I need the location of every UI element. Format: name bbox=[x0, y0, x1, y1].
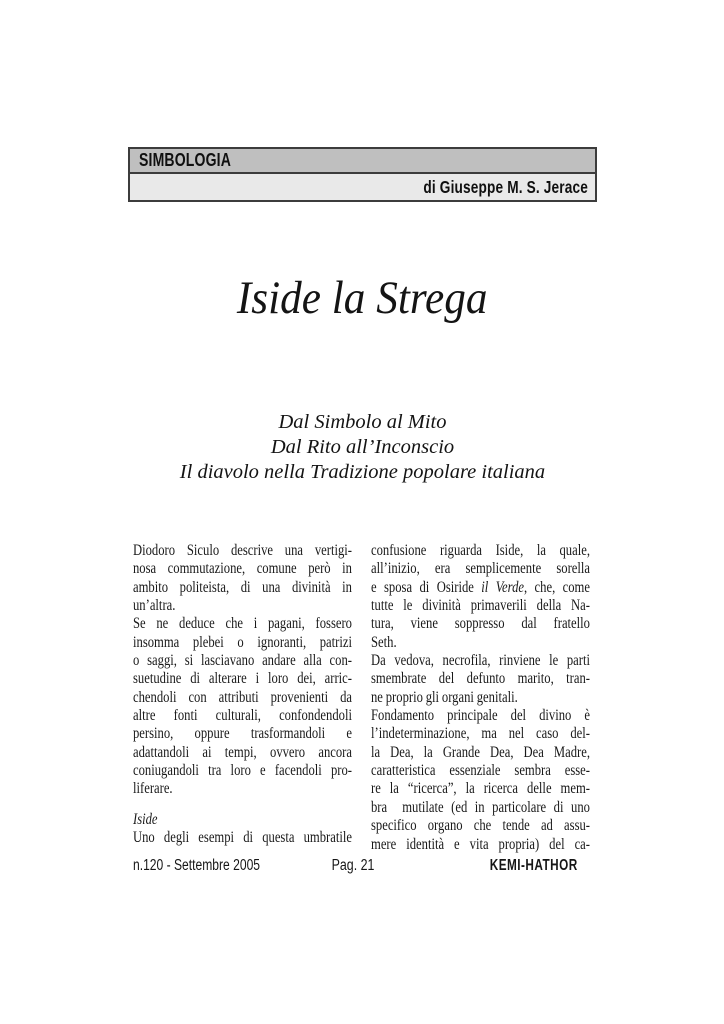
text-segment: e sposa di Osiride bbox=[371, 578, 482, 596]
text-line: Diodoro Siculo descrive una vertigi- bbox=[133, 542, 352, 559]
text-line: nosa commutazione, comune però in bbox=[133, 560, 352, 578]
footer-magazine-name: KEMI-HATHOR bbox=[490, 857, 578, 874]
text-line: tura, viene soppresso dal fratello bbox=[371, 615, 590, 633]
body-column-left bbox=[133, 542, 352, 848]
section-label: SIMBOLOGIA bbox=[139, 150, 232, 170]
page-footer bbox=[128, 857, 597, 879]
italic-phrase: il Verde bbox=[481, 578, 524, 596]
byline: di Giuseppe M. S. Jerace bbox=[423, 176, 588, 197]
text-line: suetudine di alterare i loro dei, arric- bbox=[133, 670, 352, 688]
text-line: mere identità e vita propria) del ca- bbox=[371, 835, 590, 853]
text-line: specifico organo che tende ad assu- bbox=[371, 817, 590, 835]
text-line: chendoli con attributi provenienti da bbox=[133, 688, 352, 706]
text-line: Seth. bbox=[371, 633, 397, 651]
text-segment: , che, come bbox=[523, 578, 590, 596]
subtitle-block bbox=[64, 410, 661, 485]
masthead-bottom bbox=[130, 172, 595, 200]
text-line bbox=[371, 579, 590, 597]
text-line: coniugandoli tra loro e facendoli pro- bbox=[133, 762, 352, 780]
text-line: l’indeterminazione, ma nel caso del- bbox=[371, 725, 590, 743]
subtitle-line: Il diavolo nella Tradizione popolare italiana bbox=[179, 461, 546, 483]
text-line: un’altra. bbox=[133, 597, 176, 615]
text-line: o saggi, si lasciavano andare alla con- bbox=[133, 652, 352, 670]
article-title-text: Iside la Strega bbox=[237, 272, 488, 324]
masthead-top bbox=[130, 149, 595, 172]
text-line: smembrate del defunto marito, tran- bbox=[371, 670, 590, 688]
text-line: bra mutilate (ed in particolare di uno bbox=[371, 798, 590, 816]
text-line: ambito politeista, di una divinità in bbox=[133, 578, 352, 596]
body-column-right bbox=[371, 542, 590, 854]
text-line: Da vedova, necrofila, rinviene le parti bbox=[371, 652, 590, 670]
subtitle-line: Dal Simbolo al Mito bbox=[278, 411, 447, 433]
footer-issue-date: n.120 - Settembre 2005 bbox=[133, 857, 261, 874]
text-line: persino, oppure trasformandoli e bbox=[133, 725, 352, 743]
text-line: tutte le divinità primaverili della Na- bbox=[371, 597, 590, 615]
column-subheading: Iside bbox=[133, 810, 158, 828]
text-line: confusione riguarda Iside, la quale, bbox=[371, 542, 590, 559]
text-line: liferare. bbox=[133, 780, 173, 798]
subtitle-line: Dal Rito all’Inconscio bbox=[270, 436, 455, 458]
text-line: caratteristica essenziale sembra esse- bbox=[371, 762, 590, 780]
text-line: altre fonti culturali, confondendoli bbox=[133, 707, 352, 725]
text-line: insomma plebei o ignoranti, patrizi bbox=[133, 633, 352, 651]
text-line: la Dea, la Grande Dea, Dea Madre, bbox=[371, 743, 590, 761]
footer-page-number: Pag. 21 bbox=[331, 857, 375, 874]
text-line: Fondamento principale del divino è bbox=[371, 707, 590, 725]
text-line: adattandoli ai tempi, ovvero ancora bbox=[133, 743, 352, 761]
section-header-box bbox=[128, 147, 597, 202]
text-line: re la “ricerca”, la ricerca delle mem- bbox=[371, 780, 590, 798]
text-line: ne proprio gli organi genitali. bbox=[371, 688, 518, 706]
text-line: all’inizio, era semplicemente sorella bbox=[371, 560, 590, 578]
text-line: Se ne deduce che i pagani, fossero bbox=[133, 615, 352, 633]
text-line: Uno degli esempi di questa umbratile bbox=[133, 829, 352, 847]
article-title bbox=[128, 274, 597, 323]
